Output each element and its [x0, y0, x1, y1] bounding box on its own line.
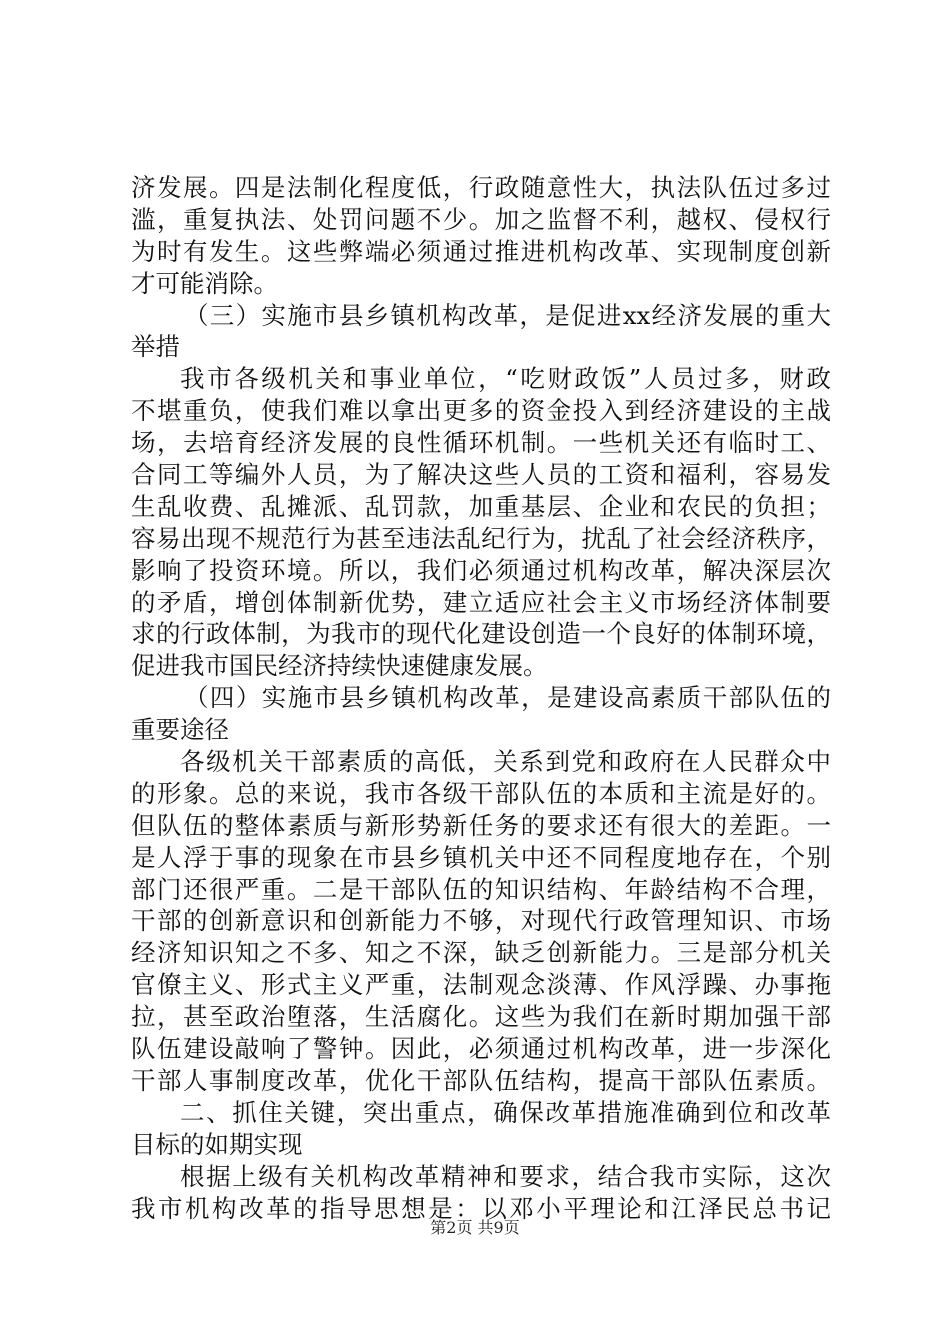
- text-line: 但队伍的整体素质与新形势新任务的要求还有很大的差距。一: [131, 810, 831, 840]
- text-line: 根据上级有关机构改革精神和要求，结合我市实际，这次: [180, 1161, 831, 1191]
- text-line: 不堪重负，使我们难以拿出更多的资金投入到经济建设的主战: [131, 396, 831, 426]
- text-line: 队伍建设敲响了警钟。因此，必须通过机构改革，进一步深化: [131, 1034, 831, 1064]
- page-footer: [0, 1215, 950, 1238]
- text-line: 我市机构改革的指导思想是：以邓小平理论和江泽民总书记: [131, 1193, 831, 1223]
- document-body: [131, 172, 831, 1224]
- text-line: 的形象。总的来说，我市各级干部队伍的本质和主流是好的。: [131, 778, 831, 808]
- text-line: 干部人事制度改革，优化干部队伍结构，提高干部队伍素质。: [131, 1065, 831, 1095]
- text-line: 我市各级机关和事业单位，“吃财政饭”人员过多，财政: [180, 364, 831, 394]
- text-line: 举措: [131, 332, 180, 362]
- text-line: 经济知识知之不多、知之不深，缺乏创新能力。三是部分机关: [131, 938, 831, 968]
- text-line: 的矛盾，增创体制新优势，建立适应社会主义市场经济体制要: [131, 587, 831, 617]
- text-line: 场，去培育经济发展的良性循环机制。一些机关还有临时工、: [131, 428, 831, 458]
- text-line: 目标的如期实现: [131, 1129, 303, 1159]
- text-line: 求的行政体制，为我市的现代化建设创造一个良好的体制环境，: [131, 619, 831, 649]
- text-line: 官僚主义、形式主义严重，法制观念淡薄、作风浮躁、办事拖: [131, 970, 831, 1000]
- page-number: 第2页 共9页: [430, 1218, 520, 1237]
- text-line: 才可能消除。: [131, 268, 278, 298]
- text-line: 促进我市国民经济持续快速健康发展。: [131, 651, 548, 681]
- text-line: （四）实施市县乡镇机构改革，是建设高素质干部队伍的: [184, 683, 831, 713]
- text-line: 重要途径: [131, 715, 229, 745]
- text-line: 滥，重复执法、处罚问题不少。加之监督不利，越权、侵权行: [131, 204, 831, 234]
- text-line: 干部的创新意识和创新能力不够，对现代行政管理知识、市场: [131, 906, 831, 936]
- text-line: 拉，甚至政治堕落，生活腐化。这些为我们在新时期加强干部: [131, 1002, 831, 1032]
- text-line: 是人浮于事的现象在市县乡镇机关中还不同程度地存在，个别: [131, 842, 831, 872]
- text-line: 为时有发生。这些弊端必须通过推进机构改革、实现制度创新: [131, 236, 831, 266]
- text-line: 生乱收费、乱摊派、乱罚款，加重基层、企业和农民的负担；: [131, 491, 831, 521]
- text-line: 济发展。四是法制化程度低，行政随意性大，执法队伍过多过: [131, 173, 831, 202]
- text-line: 部门还很严重。二是干部队伍的知识结构、年龄结构不合理，: [131, 874, 831, 904]
- text-line: 各级机关干部素质的高低，关系到党和政府在人民群众中: [180, 747, 831, 777]
- text-line: 合同工等编外人员，为了解决这些人员的工资和福利，容易发: [131, 460, 831, 490]
- text-line: 二、抓住关键，突出重点，确保改革措施准确到位和改革: [180, 1097, 831, 1127]
- text-line: 影响了投资环境。所以，我们必须通过机构改革，解决深层次: [131, 555, 831, 585]
- text-line: （三）实施市县乡镇机构改革，是促进xx经济发展的重大: [184, 300, 831, 330]
- text-line: 容易出现不规范行为甚至违法乱纪行为，扰乱了社会经济秩序，: [131, 523, 831, 553]
